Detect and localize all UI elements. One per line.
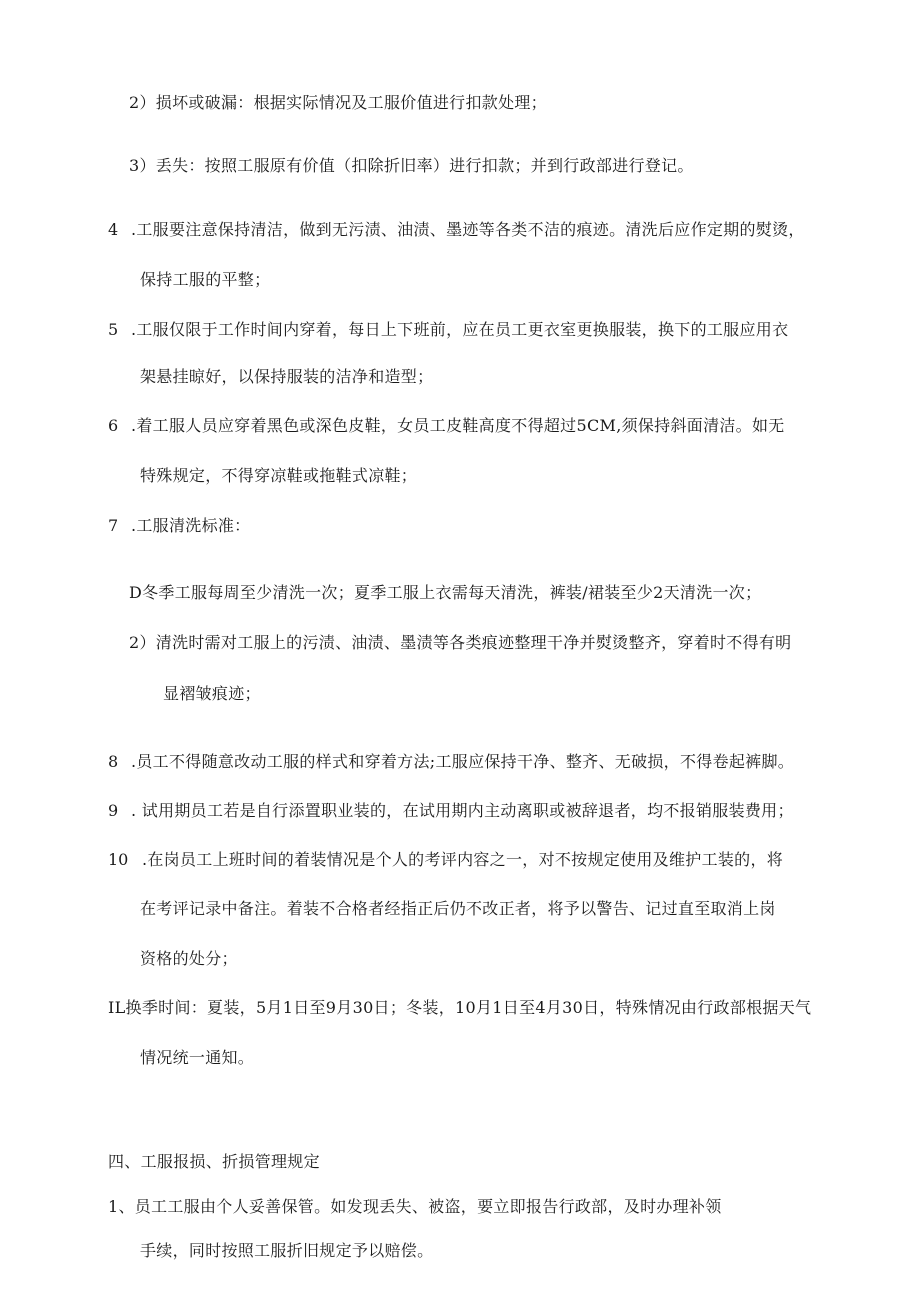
clause-4-text: .工服要注意保持清洁，做到无污渍、油渍、墨迹等各类不洁的痕迹。清洗后应作定期的熨烫， (131, 220, 805, 239)
clause-3-item-2: 2）损坏或破漏：根据实际情况及工服价值进行扣款处理； (129, 93, 547, 112)
section-4-heading: 四、工服报损、折损管理规定 (108, 1152, 320, 1171)
clause-4-continuation: 保持工服的平整； (140, 270, 271, 289)
clause-number-7: 7 (108, 516, 119, 535)
clause-3-item-3: 3）丢失：按照工服原有价值（扣除折旧率）进行扣款；并到行政部进行登记。 (129, 156, 694, 175)
clause-7-item-2-continuation: 显褶皱痕迹； (163, 684, 261, 703)
section-4-item-1-continuation: 手续，同时按照工服折旧规定予以赔偿。 (140, 1241, 434, 1260)
clause-number-6: 6 (108, 416, 119, 435)
clause-number-4: 4 (108, 220, 119, 239)
clause-11-continuation: 情况统一通知。 (140, 1048, 255, 1067)
clause-7-title: .工服清洗标准： (131, 516, 251, 535)
section-4-item-1: 1、员工工服由个人妥善保管。如发现丢失、被盗，要立即报告行政部，及时办理补领 (108, 1197, 722, 1216)
clause-10-continuation-1: 在考评记录中备注。着装不合格者经指正后仍不改正者，将予以警告、记过直至取消上岗 (140, 899, 776, 918)
clause-number-5: 5 (108, 320, 119, 339)
clause-7-item-1: D冬季工服每周至少清洗一次；夏季工服上衣需每天清洗，裤装/裙装至少2天清洗一次； (129, 583, 762, 602)
clause-6-text: .着工服人员应穿着黑色或深色皮鞋，女员工皮鞋高度不得超过5CM,须保持斜面清洁。如无 (131, 416, 785, 435)
clause-10-text: .在岗员工上班时间的着装情况是个人的考评内容之一，对不按规定使用及维护工装的，将 (142, 850, 784, 869)
clause-5-continuation: 架悬挂晾好，以保持服装的洁净和造型； (140, 367, 434, 386)
clause-9-text: . 试用期员工若是自行添置职业装的，在试用期内主动离职或被辞退者，均不报销服装费用； (131, 801, 794, 820)
clause-7-item-2: 2）清洗时需对工服上的污渍、油渍、墨渍等各类痕迹整理干净并熨烫整齐，穿着时不得有明 (129, 633, 792, 652)
clause-6-continuation: 特殊规定，不得穿凉鞋或拖鞋式凉鞋； (140, 466, 418, 485)
clause-number-8: 8 (108, 752, 119, 771)
clause-5-text: .工服仅限于工作时间内穿着，每日上下班前，应在员工更衣室更换服装，换下的工服应用衣 (131, 320, 789, 339)
clause-number-9: 9 (108, 801, 119, 820)
clause-10-continuation-2: 资格的处分； (140, 949, 238, 968)
clause-number-10: 10 (108, 850, 129, 869)
clause-11-text: IL换季时间：夏装，5月1日至9月30日；冬装，10月1日至4月30日，特殊情况由行政部根据天气 (108, 998, 812, 1017)
clause-8-text: .员工不得随意改动工服的样式和穿着方法;工服应保持干净、整齐、无破损，不得卷起裤脚。 (131, 752, 795, 771)
